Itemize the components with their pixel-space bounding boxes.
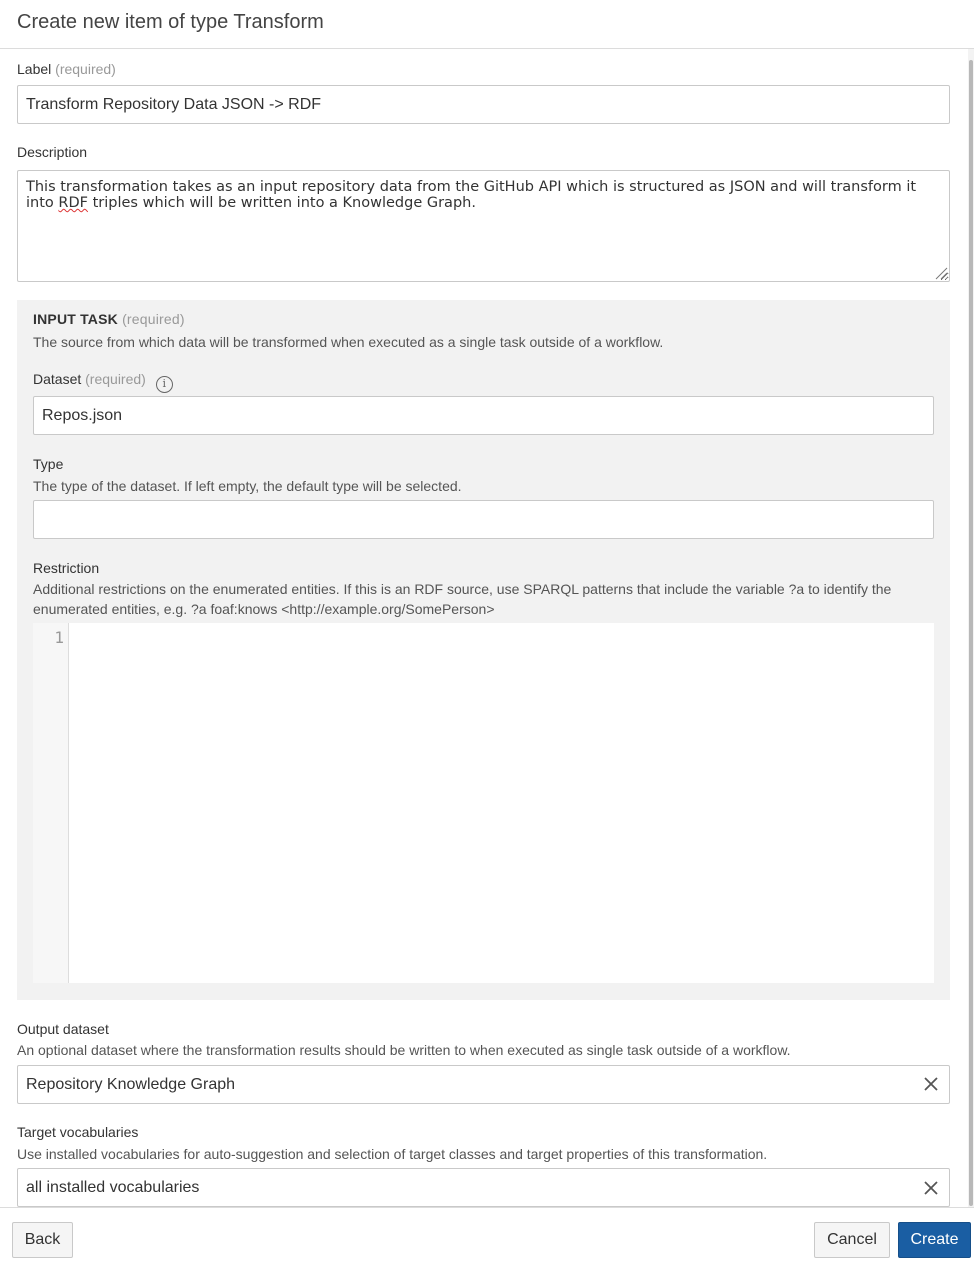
info-icon[interactable]: i (156, 376, 173, 393)
dataset-label (33, 371, 173, 393)
target-vocabularies-label: Target vocabularies (17, 1124, 139, 1140)
input-task-required-hint: (required) (122, 311, 185, 327)
dataset-label-text: Dataset (33, 371, 82, 387)
target-vocabularies-input[interactable] (17, 1168, 950, 1207)
output-dataset-label: Output dataset (17, 1021, 109, 1037)
editor-gutter (33, 623, 69, 983)
description-text-misspelled: RDF (58, 195, 88, 211)
dialog-title: Create new item of type Transform (17, 11, 324, 33)
description-textarea[interactable] (17, 170, 950, 282)
input-task-heading (33, 311, 185, 327)
type-label: Type (33, 456, 64, 472)
output-dataset-input[interactable] (17, 1065, 950, 1104)
input-task-title: INPUT TASK (33, 311, 118, 327)
dialog-footer (0, 1207, 974, 1268)
dataset-required-hint: (required) (85, 371, 146, 387)
description-text-part2: triples which will be written into a Knowledge Graph. (87, 195, 476, 211)
restriction-code-editor[interactable] (33, 623, 934, 983)
line-number: 1 (54, 628, 64, 647)
scrollbar-thumb[interactable] (969, 60, 973, 1206)
type-input[interactable] (33, 500, 934, 539)
type-help: The type of the dataset. If left empty, the default type will be selected. (33, 478, 462, 494)
label-field-label-text: Label (17, 61, 52, 77)
clear-icon[interactable] (922, 1075, 940, 1093)
restriction-help: Additional restrictions on the enumerated entities. If this is an RDF source, use SPARQL patterns that include the variable ?a to identify the enumerated entities, e.g. ?a foaf:knows <http://example.org/SomePerson> (33, 581, 892, 617)
resize-handle-icon[interactable] (934, 266, 948, 280)
create-button[interactable]: Create (898, 1222, 971, 1258)
label-field-label (17, 61, 116, 77)
label-required-hint: (required) (55, 61, 116, 77)
input-task-help: The source from which data will be transformed when executed as a single task outside of a workflow. (33, 334, 664, 350)
restriction-label: Restriction (33, 560, 100, 576)
description-text-part1: This transformation takes as an input repository data from the GitHub API which is structured as JSON and will transform it into (26, 179, 917, 211)
back-button[interactable]: Back (12, 1222, 73, 1258)
dataset-input[interactable] (33, 396, 934, 435)
target-vocabularies-help: Use installed vocabularies for auto-suggestion and selection of target classes and target properties of this transformation. (17, 1146, 768, 1162)
description-label: Description (17, 144, 88, 160)
output-dataset-help: An optional dataset where the transformation results should be written to when executed as single task outside of a workflow. (17, 1042, 791, 1058)
label-input[interactable] (17, 85, 950, 124)
clear-icon[interactable] (922, 1179, 940, 1197)
dialog-header (0, 0, 974, 49)
cancel-button[interactable]: Cancel (814, 1222, 890, 1258)
